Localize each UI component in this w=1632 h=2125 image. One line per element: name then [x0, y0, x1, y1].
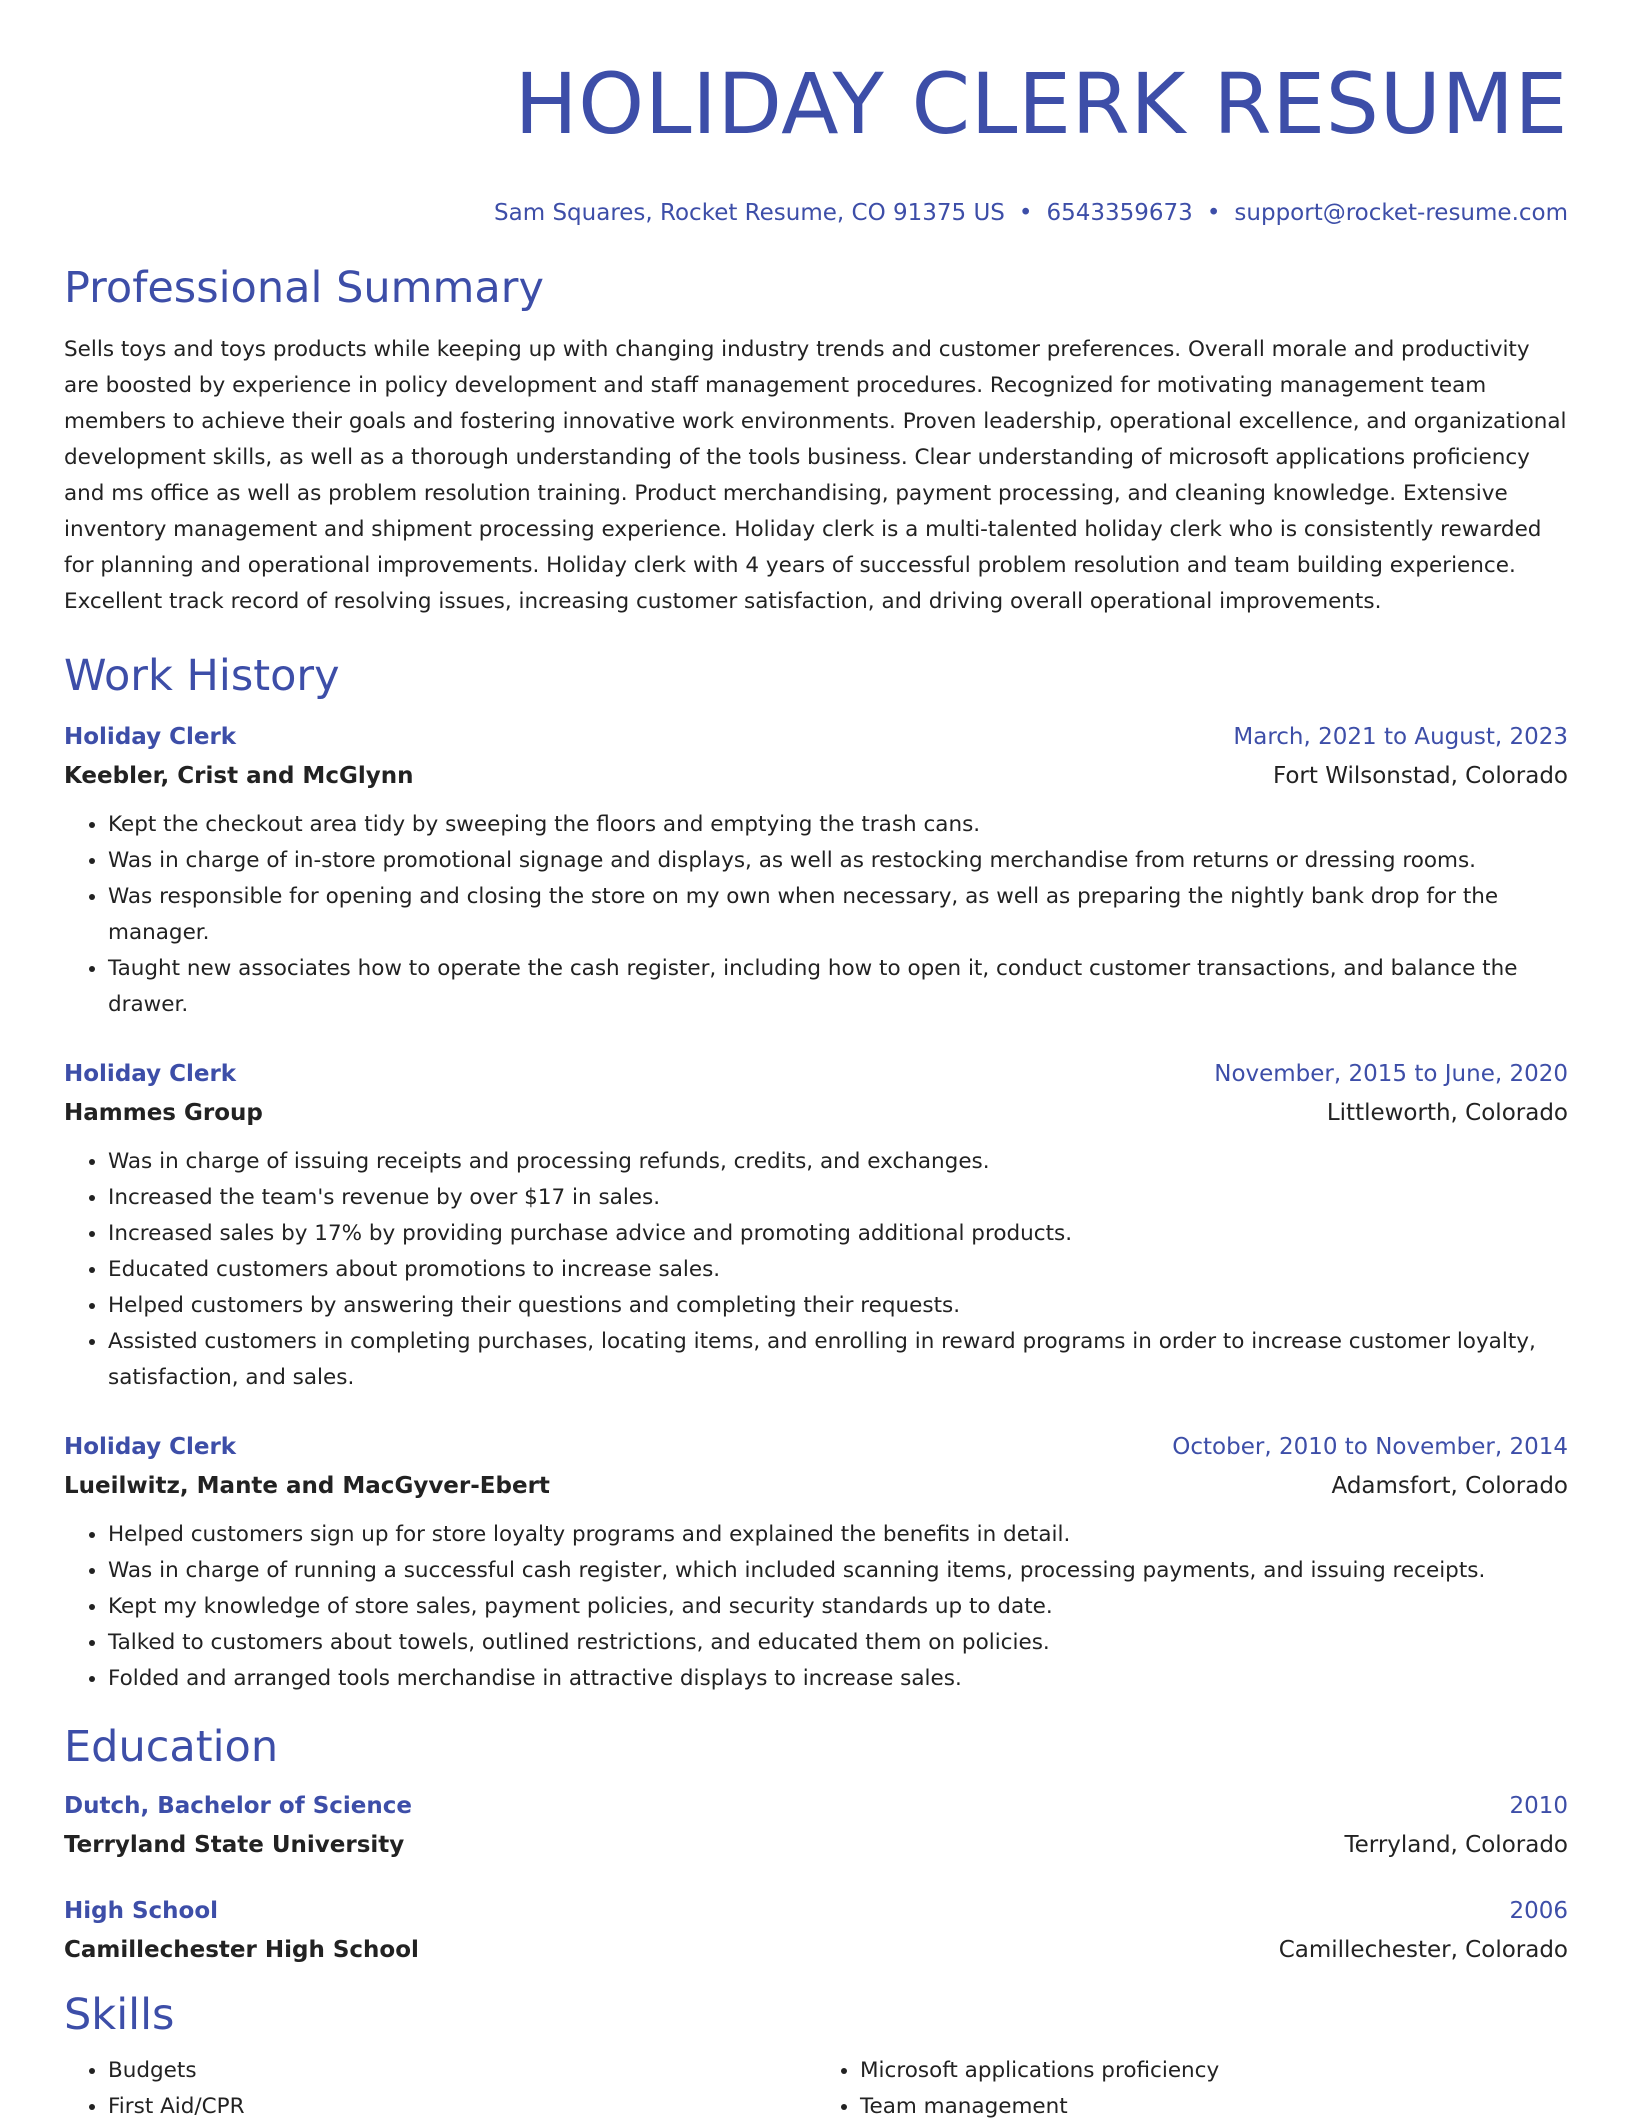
skills-column-right	[816, 2053, 1568, 2125]
job-bullet: • Kept the checkout area tidy by sweeping the floors and emptying the trash cans.	[108, 807, 1568, 843]
summary-text: Sells toys and toys products while keeping up with changing industry trends and customer preferences. Overall morale and productivity are boosted by experience in policy development and staff management procedures. Recognized for motivating management team members to achieve their goals and fostering innovative work environments. Proven leadership, operational excellence, and organizational development skills, as well as a thorough understanding of the tools business. Clear understanding of microsoft applications proficiency and ms office as well as problem resolution training. Product merchandising, payment processing, and cleaning knowledge. Extensive inventory management and shipment processing experience. Holiday clerk is a multi-talented holiday clerk who is consistently rewarded for planning and operational improvements. Holiday clerk with 4 years of successful problem resolution and team building experience. Excellent track record of resolving issues, increasing customer satisfaction, and driving overall operational improvements.	[64, 337, 1567, 614]
education-entry	[64, 1896, 1568, 1965]
skill-item: • Budgets	[108, 2053, 816, 2089]
skills-heading: Skills	[64, 1990, 175, 2040]
job-bullet: • Was in charge of issuing receipts and processing refunds, credits, and exchanges.	[108, 1144, 1568, 1180]
work-history-heading: Work History	[64, 651, 340, 701]
contact-email: support@rocket-resume.com	[1234, 200, 1568, 226]
job-role: Holiday Clerk	[64, 1434, 237, 1460]
skills-column-left	[64, 2053, 816, 2125]
job-bullet: • Assisted customers in completing purchases, locating items, and enrolling in reward programs in order to increase customer loyalty, satisfaction, and sales.	[108, 1324, 1568, 1396]
job-location: Adamsfort, Colorado	[1331, 1473, 1568, 1499]
contact-separator: •	[1018, 200, 1033, 226]
summary-heading: Professional Summary	[64, 263, 544, 313]
job-bullet: • Folded and arranged tools merchandise in attractive displays to increase sales.	[108, 1661, 1568, 1697]
job-bullets	[64, 807, 1568, 1023]
education-school: Camillechester High School	[64, 1937, 419, 1963]
job-bullet: • Educated customers about promotions to increase sales.	[108, 1252, 1568, 1288]
job-bullet: • Was in charge of in-store promotional signage and displays, as well as restocking merchandise from returns or dressing rooms.	[108, 843, 1568, 879]
job-location: Littleworth, Colorado	[1326, 1100, 1568, 1126]
job-company: Hammes Group	[64, 1100, 263, 1126]
resume-title: HOLIDAY CLERK RESUME	[514, 55, 1568, 153]
skills-list	[816, 2053, 1568, 2125]
skill-item: • Team management	[860, 2089, 1568, 2125]
job-company: Keebler, Crist and McGlynn	[64, 763, 414, 789]
job-dates: November, 2015 to June, 2020	[1214, 1061, 1568, 1087]
education-school: Terryland State University	[64, 1832, 405, 1858]
job-bullet: • Kept my knowledge of store sales, payment policies, and security standards up to date.	[108, 1589, 1568, 1625]
education-location: Camillechester, Colorado	[1278, 1937, 1568, 1963]
contact-line	[64, 198, 1568, 228]
job-bullet: • Helped customers by answering their questions and completing their requests.	[108, 1288, 1568, 1324]
job-location: Fort Wilsonstad, Colorado	[1272, 763, 1568, 789]
contact-separator: •	[1206, 200, 1221, 226]
job-dates: October, 2010 to November, 2014	[1172, 1434, 1568, 1460]
education-year: 2006	[1509, 1898, 1568, 1924]
job-entry	[64, 1059, 1568, 1396]
job-bullet: • Helped customers sign up for store loyalty programs and explained the benefits in detail.	[108, 1517, 1568, 1553]
job-role: Holiday Clerk	[64, 1061, 237, 1087]
skill-item: • First Aid/CPR	[108, 2089, 816, 2125]
job-bullet: • Talked to customers about towels, outlined restrictions, and educated them on policies.	[108, 1625, 1568, 1661]
job-bullet: • Taught new associates how to operate the cash register, including how to open it, conduct customer transactions, and balance the drawer.	[108, 951, 1568, 1023]
skills-grid	[64, 2053, 1568, 2125]
education-degree: Dutch, Bachelor of Science	[64, 1793, 413, 1819]
education-heading: Education	[64, 1722, 279, 1772]
contact-address: Sam Squares, Rocket Resume, CO 91375 US	[494, 200, 1005, 226]
job-bullet: • Increased the team's revenue by over $17 in sales.	[108, 1180, 1568, 1216]
job-bullet: • Was responsible for opening and closing the store on my own when necessary, as well as preparing the nightly bank drop for the manager.	[108, 879, 1568, 951]
job-entry	[64, 1432, 1568, 1697]
education-entry	[64, 1791, 1568, 1860]
job-dates: March, 2021 to August, 2023	[1233, 724, 1568, 750]
education-year: 2010	[1509, 1793, 1568, 1819]
education-location: Terryland, Colorado	[1344, 1832, 1568, 1858]
skill-item: • Microsoft applications proficiency	[860, 2053, 1568, 2089]
education-degree: High School	[64, 1898, 219, 1924]
contact-phone: 6543359673	[1046, 200, 1193, 226]
job-role: Holiday Clerk	[64, 724, 237, 750]
job-entry	[64, 722, 1568, 1023]
job-bullet: • Was in charge of running a successful cash register, which included scanning items, processing payments, and issuing receipts.	[108, 1553, 1568, 1589]
skills-list	[64, 2053, 816, 2125]
job-bullets	[64, 1517, 1568, 1697]
job-bullets	[64, 1144, 1568, 1396]
job-company: Lueilwitz, Mante and MacGyver-Ebert	[64, 1473, 550, 1499]
job-bullet: • Increased sales by 17% by providing purchase advice and promoting additional products.	[108, 1216, 1568, 1252]
